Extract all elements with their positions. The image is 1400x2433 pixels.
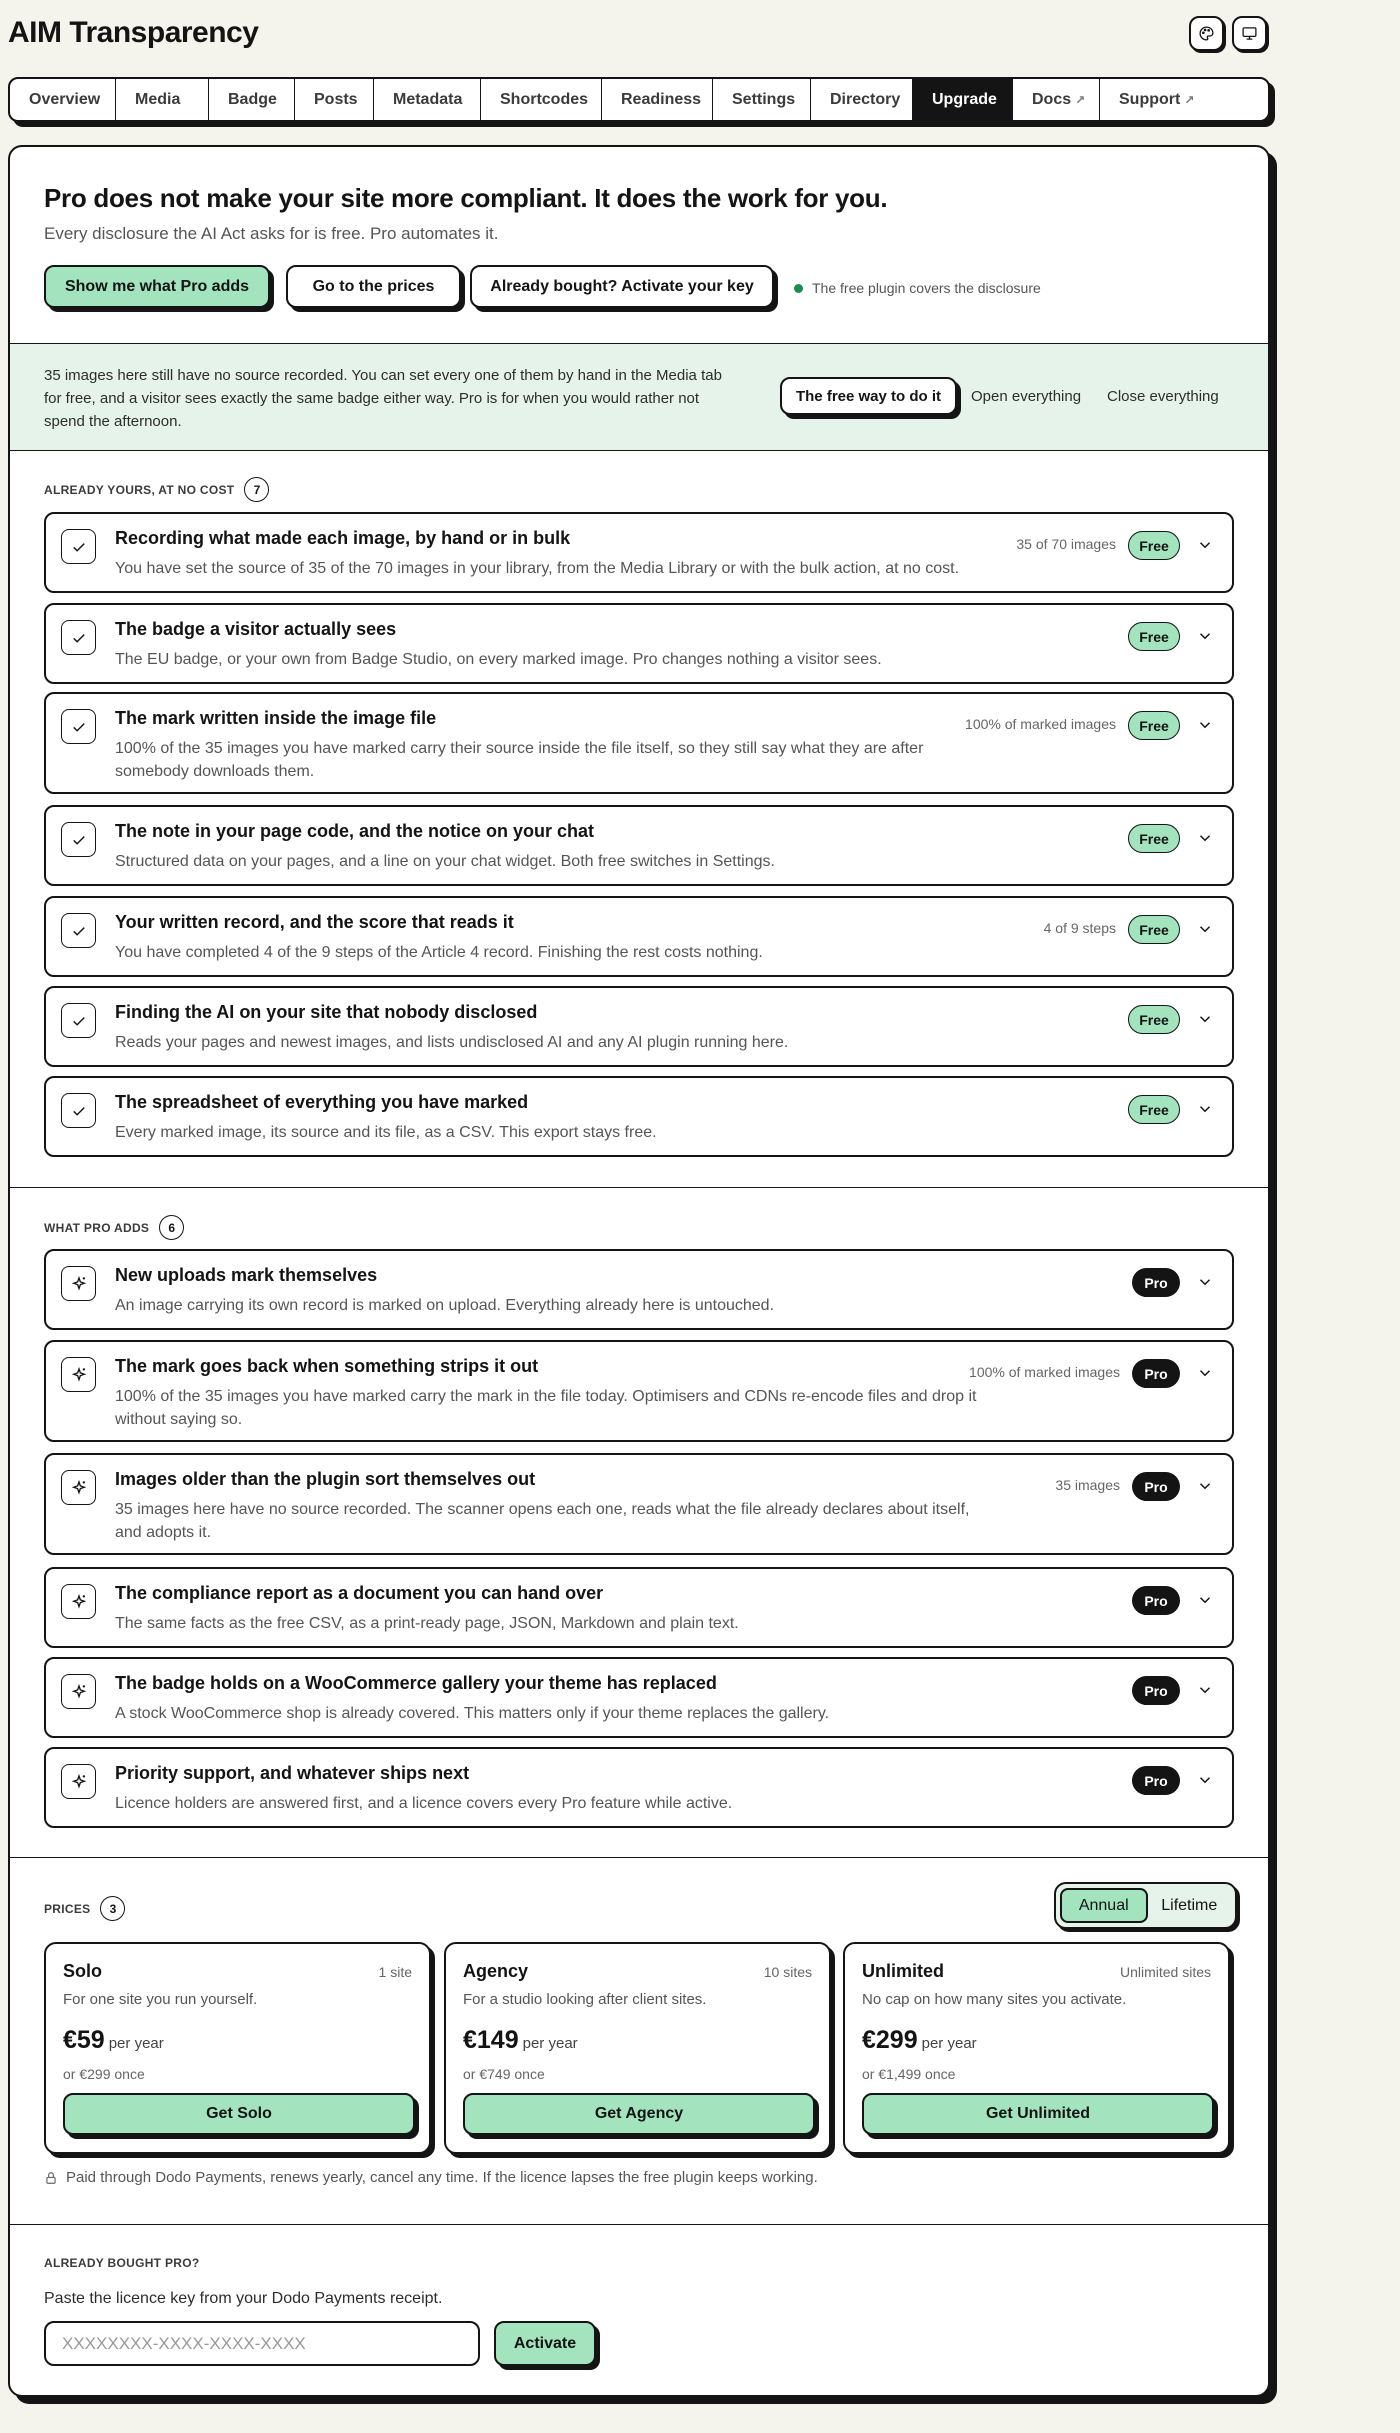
tab-directory[interactable]: Directory [811,79,913,120]
feature-row[interactable] [44,1453,1234,1555]
sparkle-icon [70,1593,88,1611]
feature-row[interactable] [44,1567,1234,1648]
row-title: Finding the AI on your site that nobody disclosed [115,1002,538,1022]
check-icon [70,831,88,849]
row-meta: 35 images [1055,1477,1120,1493]
feature-row[interactable] [44,692,1234,794]
plan-name: Solo [63,1961,102,1981]
plan-desc: For a studio looking after client sites. [463,1991,707,2008]
row-icon [61,1764,96,1799]
free-covers-note: The free plugin covers the disclosure [794,280,1041,296]
row-meta: 4 of 9 steps [1043,920,1116,936]
plan-once: or €749 once [463,2066,545,2082]
pro-badge: Pro [1132,1472,1180,1501]
upgrade-card [8,145,1270,2397]
chevron-down-icon[interactable] [1196,1273,1214,1291]
free-badge: Free [1128,711,1180,740]
feature-row[interactable] [44,512,1234,593]
plan-unlimited [843,1942,1230,2154]
lock-icon [44,2171,58,2185]
free-section-heading: ALREADY YOURS, AT NO COST 7 [44,477,269,502]
app-title: AIM Transparency [8,16,259,49]
row-desc: Structured data on your pages, and a line on your chat widget. Both free switches in Settings. [115,853,775,870]
count-badge: 6 [159,1215,184,1240]
row-title: The mark written inside the image file [115,708,437,728]
row-desc: Reads your pages and newest images, and lists undisclosed AI and any AI plugin running here. [115,1034,789,1051]
palette-icon [1198,25,1215,42]
monitor-button[interactable] [1232,16,1267,51]
row-desc: You have completed 4 of the 9 steps of the Article 4 record. Finishing the rest costs nothing. [115,944,763,961]
free-badge: Free [1128,531,1180,560]
row-title: New uploads mark themselves [115,1265,378,1285]
pro-badge: Pro [1132,1586,1180,1615]
feature-row[interactable] [44,1657,1234,1738]
row-icon [61,822,96,857]
toggle-annual[interactable]: Annual [1060,1888,1148,1923]
palette-button[interactable] [1189,16,1224,51]
feature-row[interactable] [44,1340,1234,1442]
billing-toggle [1054,1882,1237,1929]
free-way-button[interactable]: The free way to do it [780,377,957,415]
row-desc: The EU badge, or your own from Badge Studio, on every marked image. Pro changes nothing a visitor sees. [115,651,882,668]
row-icon [61,1470,96,1505]
chevron-down-icon[interactable] [1196,1364,1214,1382]
check-icon [70,538,88,556]
tab-shortcodes[interactable]: Shortcodes [481,79,602,120]
row-meta: 35 of 70 images [1016,536,1116,552]
count-badge: 7 [244,477,269,502]
plan-once: or €1,499 once [862,2066,956,2082]
tab-support[interactable]: Support ↗ [1119,90,1195,108]
get-solo-button[interactable]: Get Solo [63,2093,415,2135]
go-prices-button[interactable]: Go to the prices [286,265,461,308]
payment-note: Paid through Dodo Payments, renews yearly, cancel any time. If the licence lapses the free plugin keeps working. [44,2169,818,2186]
activate-button[interactable]: Activate [494,2321,596,2366]
pro-badge: Pro [1132,1268,1180,1297]
count-badge: 3 [100,1896,125,1921]
check-icon [70,629,88,647]
row-desc: A stock WooCommerce shop is already covered. This matters only if your theme replaces the gallery. [115,1705,830,1722]
licence-key-label: Paste the licence key from your Dodo Payments receipt. [44,2290,443,2307]
tab-upgrade[interactable]: Upgrade [913,79,1013,120]
close-everything-link[interactable]: Close everything [1107,388,1219,405]
row-desc: Every marked image, its source and its file, as a CSV. This export stays free. [115,1124,657,1141]
row-desc: Licence holders are answered first, and a licence covers every Pro feature while active. [115,1795,733,1812]
row-title: The mark goes back when something strips it out [115,1356,539,1376]
row-icon [61,1093,96,1128]
show-pro-button[interactable]: Show me what Pro adds [44,265,270,308]
plan-sites: 1 site [378,1964,412,1980]
toggle-lifetime[interactable]: Lifetime [1161,1896,1218,1914]
external-link-icon: ↗ [1075,92,1086,107]
row-desc: 35 images here have no source recorded. The scanner opens each one, reads what the file already declares about itself, and adopts it. [115,1501,970,1541]
tab-settings[interactable]: Settings [713,79,811,120]
chevron-down-icon[interactable] [1196,627,1214,645]
row-desc: You have set the source of 35 of the 70 images in your library, from the Media Library or with the bulk action, at no cost. [115,560,960,577]
chevron-down-icon[interactable] [1196,1591,1214,1609]
pro-badge: Pro [1132,1359,1180,1388]
row-title: Recording what made each image, by hand or in bulk [115,528,571,548]
plan-sites: Unlimited sites [1119,1964,1211,1980]
open-everything-link[interactable]: Open everything [971,388,1082,405]
chevron-down-icon[interactable] [1196,829,1214,847]
row-icon [61,1266,96,1301]
tab-bar [8,77,1270,122]
free-badge: Free [1128,1005,1180,1034]
row-desc: 100% of the 35 images you have marked carry their source inside the file itself, so they still say what they are after somebody downloads them. [115,740,924,780]
divider [10,2224,1268,2225]
feature-row[interactable] [44,1249,1234,1330]
sparkle-icon [70,1773,88,1791]
divider [10,1857,1268,1858]
external-link-icon: ↗ [1184,92,1195,107]
row-title: The spreadsheet of everything you have marked [115,1092,529,1112]
chevron-down-icon[interactable] [1196,1010,1214,1028]
row-desc: An image carrying its own record is marked on upload. Everything already here is untouched. [115,1297,775,1314]
row-icon [61,620,96,655]
row-icon [61,1584,96,1619]
get-unlimited-button[interactable]: Get Unlimited [862,2093,1214,2135]
chevron-down-icon[interactable] [1196,716,1214,734]
free-badge: Free [1128,824,1180,853]
divider [10,1187,1268,1188]
sparkle-icon [70,1683,88,1701]
plan-sites: 10 sites [763,1964,812,1980]
hero-subtitle: Every disclosure the AI Act asks for is free. Pro automates it. [44,224,499,243]
row-title: The badge holds on a WooCommerce gallery your theme has replaced [115,1673,717,1693]
tab-overview[interactable]: Overview [10,79,116,120]
notice-text: 35 images here still have no source recorded. You can set every one of them by hand in the Media tab for free, and a visitor sees exactly the same badge either way. Pro is for when you would rather not spend the afternoon. [44,367,722,430]
row-desc: The same facts as the free CSV, as a print-ready page, JSON, Markdown and plain text. [115,1615,739,1632]
plan-once: or €299 once [63,2066,145,2082]
prices-heading: PRICES 3 [44,1896,125,1921]
row-icon [61,913,96,948]
pro-badge: Pro [1132,1766,1180,1795]
get-agency-button[interactable]: Get Agency [463,2093,815,2135]
row-icon [61,1674,96,1709]
row-icon [61,709,96,744]
plan-price: €59 per year [63,2026,164,2054]
feature-row[interactable] [44,986,1234,1067]
plan-agency [444,1942,831,2154]
sparkle-icon [70,1275,88,1293]
tab-readiness[interactable]: Readiness [602,79,713,120]
row-icon [61,1357,96,1392]
feature-row[interactable] [44,805,1234,886]
row-title: Priority support, and whatever ships next [115,1763,470,1783]
plan-solo [44,1942,431,2154]
check-icon [70,922,88,940]
row-meta: 100% of marked images [965,716,1116,732]
row-title: The note in your page code, and the notice on your chat [115,821,595,841]
chevron-down-icon[interactable] [1196,1100,1214,1118]
chevron-down-icon[interactable] [1196,920,1214,938]
plan-desc: For one site you run yourself. [63,1991,258,2008]
activate-key-button[interactable]: Already bought? Activate your key [470,265,774,308]
plan-desc: No cap on how many sites you activate. [862,1991,1127,2008]
tab-docs[interactable]: Docs ↗ [1013,79,1100,120]
pro-badge: Pro [1132,1676,1180,1705]
tab-badge[interactable]: Badge [209,79,295,120]
plan-price: €299 per year [862,2026,977,2054]
feature-row[interactable] [44,603,1234,684]
free-badge: Free [1128,622,1180,651]
tab-posts[interactable]: Posts [295,79,374,120]
row-icon [61,1003,96,1038]
check-icon [70,718,88,736]
monitor-icon [1241,25,1258,42]
feature-row[interactable] [44,896,1234,977]
row-desc: 100% of the 35 images you have marked carry the mark in the file today. Optimisers and CDNs re-encode files and drop it without saying so. [115,1388,977,1428]
feature-row[interactable] [44,1747,1234,1828]
pro-section-heading: WHAT PRO ADDS 6 [44,1215,184,1240]
status-dot [794,284,803,293]
plan-price: €149 per year [463,2026,578,2054]
free-badge: Free [1128,1095,1180,1124]
chevron-down-icon[interactable] [1196,1477,1214,1495]
row-icon [61,529,96,564]
notice-band [10,343,1268,451]
plan-name: Unlimited [862,1961,945,1981]
licence-key-input[interactable] [44,2321,480,2366]
activate-heading: ALREADY BOUGHT PRO? [44,2256,200,2270]
app-header [0,0,1280,70]
row-title: The compliance report as a document you can hand over [115,1583,604,1603]
chevron-down-icon[interactable] [1196,1771,1214,1789]
tab-metadata[interactable]: Metadata [374,79,481,120]
hero-title: Pro does not make your site more compliant. It does the work for you. [44,183,888,213]
row-meta: 100% of marked images [969,1364,1120,1380]
row-title: Images older than the plugin sort themselves out [115,1469,536,1489]
row-title: The badge a visitor actually sees [115,619,397,639]
check-icon [70,1012,88,1030]
free-badge: Free [1128,915,1180,944]
plan-name: Agency [463,1961,529,1981]
chevron-down-icon[interactable] [1196,1681,1214,1699]
tab-media[interactable]: Media [116,79,209,120]
row-title: Your written record, and the score that reads it [115,912,514,932]
sparkle-icon [70,1366,88,1384]
feature-row[interactable] [44,1076,1234,1157]
sparkle-icon [70,1479,88,1497]
chevron-down-icon[interactable] [1196,536,1214,554]
check-icon [70,1102,88,1120]
